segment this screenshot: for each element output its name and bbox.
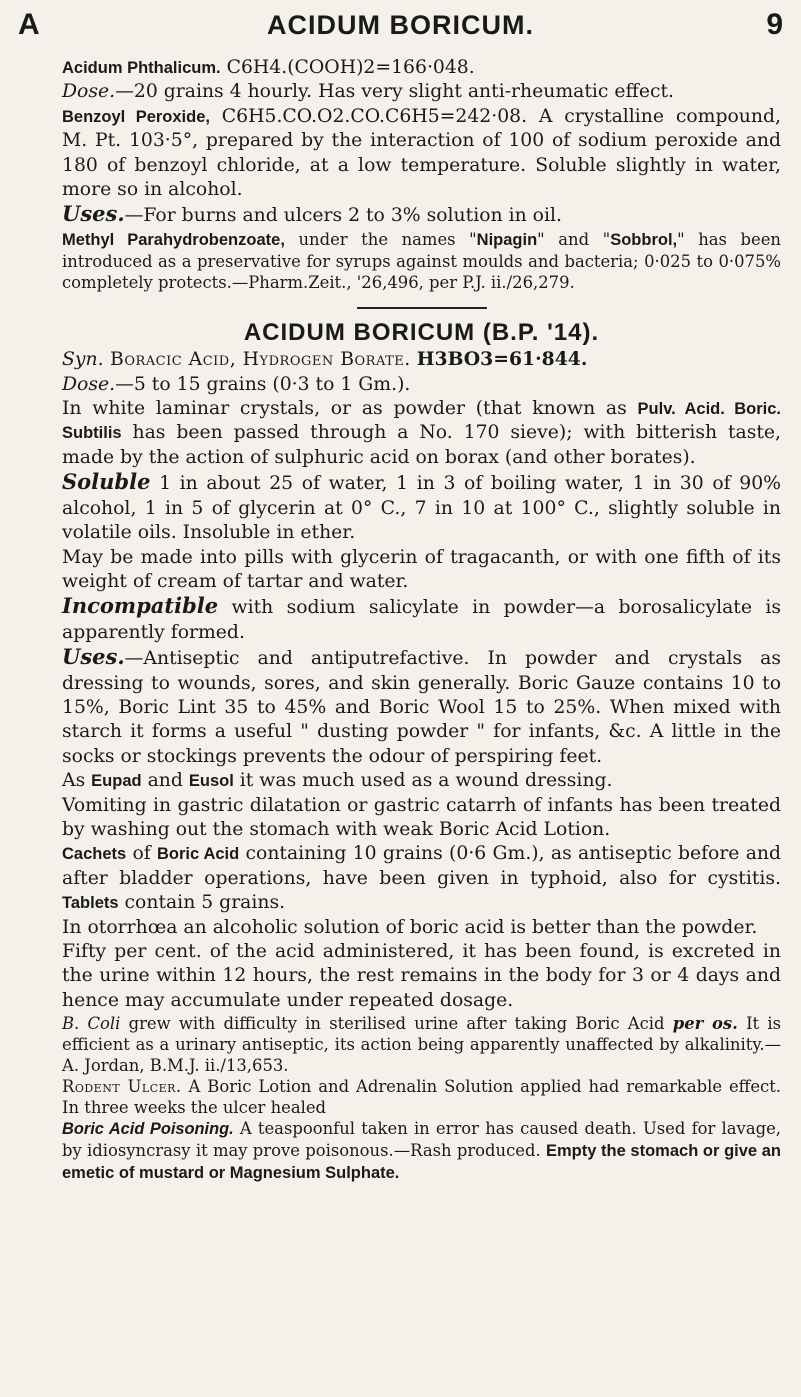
entry-uses [62, 202, 781, 228]
organism-name: B. Coli [62, 1014, 121, 1034]
uses-label: Uses. [62, 201, 125, 227]
cachets [62, 842, 781, 915]
trade-name: Nipagin [476, 230, 538, 249]
uses [62, 645, 781, 769]
trade-name: Sobbrol, [610, 230, 678, 249]
uses-text: —For burns and ulcers 2 to 3% solution in oil. [124, 205, 562, 227]
header-letter: A [18, 8, 40, 41]
formula: C6H4.(COOH)2=166·048. [226, 57, 475, 78]
preparation-name: Eupad [91, 772, 142, 791]
formula: H3BO3=61·844. [416, 348, 588, 371]
rodent-label: Rodent Ulcer. [62, 1077, 182, 1097]
text: As [62, 770, 92, 792]
syn-text: Boracic Acid, Hydrogen Borate. [103, 349, 411, 371]
rodent-ulcer [62, 1076, 781, 1118]
soluble-label: Soluble [62, 469, 151, 495]
rodent-text: A Boric Lotion and Adrenalin Solution applied had remarkable effect. In three weeks the ulcer healed [62, 1077, 781, 1118]
uses-text: —Antiseptic and antiputrefactive. In powder and crystals as dressing to wounds, sores, and skin generally. Boric Gauze contains 10 to 15%, Boric Lint 35 to 45% and Boric Wool 15 to 25%. When mixed with starch it forms a useful " dusting powder " for infants, &c. A little in the socks or stockings prevents the odour of perspiring feet. [62, 648, 781, 767]
entry-text: " and " [537, 229, 611, 249]
pills: May be made into pills with glycerin of tragacanth, or with one fifth of its weight of cream of tartar and water. [62, 546, 781, 592]
description [62, 397, 781, 470]
dose-label: Dose. [62, 373, 116, 395]
antidote-text: Empty the stomach or give an emetic of mustard or Magnesium Sulphate. [62, 1142, 781, 1183]
running-header [18, 8, 783, 48]
desc-text: In white laminar crystals, or as powder (that known as [62, 398, 638, 420]
eupad-eusol [62, 769, 781, 793]
preparation-name: Cachets [62, 845, 127, 864]
page-number: 9 [766, 8, 783, 41]
text: it was much used as a wound dressing. [233, 770, 613, 792]
b-coli-note [62, 1013, 781, 1076]
preparation-name: Eusol [188, 772, 234, 791]
entry-heading: Methyl Parahydrobenzoate, [62, 230, 285, 249]
section-title: ACIDUM BORICUM (B.P. '14). [243, 318, 600, 346]
solubility [62, 470, 781, 545]
desc-text: has been passed through a No. 170 sieve); with bitterish taste, made by the action of sulphuric acid on borax (and other borates). [62, 422, 781, 468]
uses-label: Uses. [62, 644, 125, 670]
synonyms [62, 347, 781, 372]
entry-text: under the names " [284, 229, 477, 249]
otorrhoea: In otorrhœa an alcoholic solution of boric acid is better than the powder. [62, 916, 758, 938]
vomiting: Vomiting in gastric dilatation or gastric catarrh of infants has been treated by washing out the stomach with weak Boric Acid Lotion. [62, 794, 781, 840]
incompatible-text: with sodium salicylate in powder—a borosalicylate is apparently formed. [62, 597, 781, 643]
latin-phrase: per os. [672, 1014, 738, 1034]
entry-heading: Benzoyl Peroxide, [62, 107, 210, 126]
entry-benzoyl-peroxide [62, 105, 781, 203]
entry-methyl-parahydrobenzoate [62, 229, 781, 293]
entry-text: " has been introduced as a preservative for syrups against moulds and bacteria; 0·025 to 0·075% completely protects.—Pharm.Zeit., '26,496, per P.J. ii./26,279. [62, 229, 781, 292]
entry-acidum-phthalicum [62, 56, 781, 105]
incompatible-label: Incompatible [62, 593, 219, 619]
text: contain 5 grains. [118, 892, 286, 914]
header-title: ACIDUM BORICUM. [267, 10, 534, 40]
dose-label: Dose. [62, 81, 116, 103]
text: of [126, 843, 158, 865]
page-body [62, 56, 781, 1184]
poisoning-label: Boric Acid Poisoning. [62, 1120, 234, 1139]
section-divider [357, 307, 487, 309]
preparation-name: Pulv. Acid. Boric. Subtilis [62, 400, 781, 443]
preparation-name: Tablets [62, 894, 119, 913]
text: A teaspoonful taken in error has caused death. Used for lavage, by idiosyncrasy it may prove poisonous.—Rash produced. [62, 1119, 781, 1161]
entry-heading: Acidum Phthalicum. [62, 59, 221, 77]
preparation-name: Boric Acid [157, 845, 240, 864]
dose-text: —20 grains 4 hourly. Has very slight anti-rheumatic effect. [115, 81, 674, 103]
syn-label: Syn. [62, 349, 104, 371]
soluble-text: 1 in about 25 of water, 1 in 3 of boiling water, 1 in 30 of 90% alcohol, 1 in 5 of glycerin at 0° C., 7 in 10 at 100° C., slightly soluble in volatile oils. Insoluble in ether. [62, 473, 781, 544]
entry-text: C6H5.CO.O2.CO.C6H5=242·08. A crystalline compound, M. Pt. 103·5°, prepared by the interaction of 100 of sodium peroxide and 180 of benzoyl chloride, at a low temperature. Soluble slightly in water, more so in alcohol. [62, 105, 781, 201]
text: containing 10 grains (0·6 Gm.), as antiseptic before and after bladder operations, have been given in typhoid, also for cystitis. [62, 843, 782, 889]
dose-text: —5 to 15 grains (0·3 to 1 Gm.). [115, 373, 411, 395]
incompatible [62, 594, 781, 645]
boric-acid-poisoning [62, 1118, 781, 1184]
text: and [141, 770, 189, 792]
text: grew with difficulty in sterilised urine after taking Boric Acid [120, 1014, 673, 1034]
text: It is efficient as a urinary antiseptic, its action being apparently unaffected by alkalinity.—A. Jordan, B.M.J. ii./13,653. [62, 1014, 781, 1076]
excretion: Fifty per cent. of the acid administered, it has been found, is excreted in the urine within 12 hours, the rest remains in the body for 3 or 4 days and hence may accumulate under repeated dosage. [62, 941, 781, 1011]
dose [62, 373, 781, 397]
